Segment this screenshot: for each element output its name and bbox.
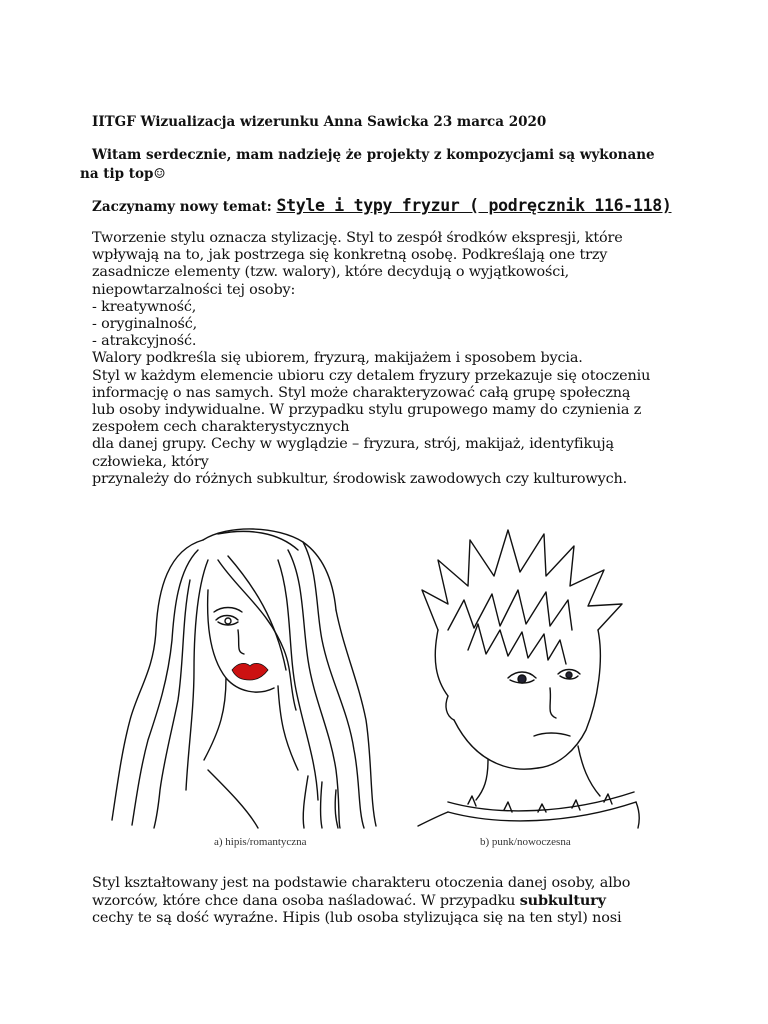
paragraph-line: Tworzenie stylu oznacza stylizację. Styl to zespół środków ekspresji, które bbox=[92, 230, 623, 246]
paragraph-line: wpływają na to, jak postrzega się konkretną osobę. Podkreślają one trzy bbox=[92, 247, 608, 264]
list-item: - oryginalność, bbox=[92, 316, 198, 333]
greeting-line-2: na tip top☺ bbox=[80, 166, 166, 182]
paragraph-text: wzorców, które chce dana osoba naśladować. W przypadku bbox=[92, 893, 520, 910]
paragraph-line: cechy te są dość wyraźne. Hipis (lub osoba stylizująca się na ten styl) nosi bbox=[92, 910, 622, 927]
list-item: - atrakcyjność. bbox=[92, 333, 197, 350]
greeting bbox=[80, 146, 680, 184]
paragraph-line: dla danej grupy. Cechy w wyglądzie – fryzura, strój, makijaż, identyfikują bbox=[92, 436, 614, 453]
topic-title: Style i typy fryzur ( podręcznik 116-118) bbox=[276, 196, 672, 215]
emphasis-text: subkultury bbox=[519, 892, 606, 910]
lips-shape bbox=[232, 663, 268, 680]
figure-caption-right: b) punk/nowoczesna bbox=[480, 836, 571, 848]
paragraph-line: zasadnicze elementy (tzw. walory), które decydują o wyjątkowości, bbox=[92, 264, 570, 281]
paragraph-line: Styl w każdym elemencie ubioru czy detalem fryzury przekazuje się otoczeniu bbox=[92, 367, 651, 384]
paragraph-line: lub osoby indywidualne. W przypadku stylu grupowego mamy do czynienia z bbox=[92, 402, 642, 419]
topic-heading bbox=[92, 196, 672, 215]
paragraph-line: niepowtarzalności tej osoby: bbox=[92, 281, 296, 298]
paragraph-intro bbox=[92, 230, 692, 488]
paragraph-line: przynależy do różnych subkultur, środowisk zawodowych czy kulturowych. bbox=[92, 470, 628, 487]
paragraph-line: człowieka, który bbox=[92, 453, 209, 470]
document-header: IITGF Wizualizacja wizerunku Anna Sawicka 23 marca 2020 bbox=[92, 114, 547, 130]
paragraph-line: informację o nas samych. Styl może charakteryzować całą grupę społeczną bbox=[92, 384, 631, 401]
figure-caption-left: a) hipis/romantyczna bbox=[214, 836, 307, 848]
paragraph-line: Walory podkreśla się ubiorem, fryzurą, makijażem i sposobem bycia. bbox=[92, 350, 583, 367]
punk-hairstyle-illustration bbox=[408, 520, 640, 830]
paragraph-line: Styl kształtowany jest na podstawie charakteru otoczenia danej osoby, albo bbox=[92, 875, 631, 891]
list-item: - kreatywność, bbox=[92, 298, 197, 315]
hippie-hairstyle-illustration bbox=[108, 520, 380, 830]
greeting-line-1: Witam serdecznie, mam nadzieję że projekty z kompozycjami są wykonane bbox=[92, 147, 655, 163]
topic-lead: Zaczynamy nowy temat: bbox=[92, 199, 277, 215]
paragraph-line: zespołem cech charakterystycznych bbox=[92, 419, 350, 436]
paragraph-line bbox=[92, 892, 692, 910]
paragraph-style bbox=[92, 875, 692, 928]
